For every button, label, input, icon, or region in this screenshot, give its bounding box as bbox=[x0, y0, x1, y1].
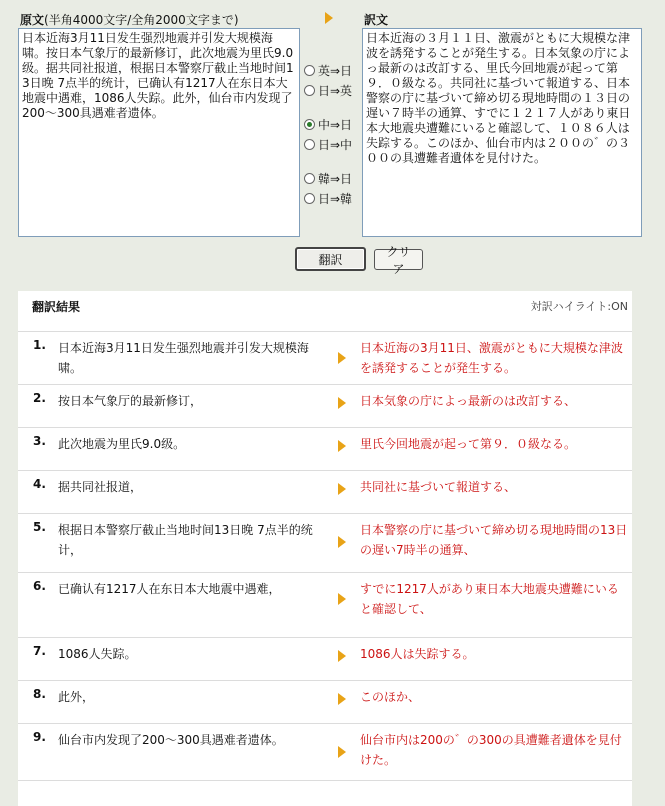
row-number: 6. bbox=[33, 579, 46, 593]
row-source-text[interactable]: 此外， bbox=[58, 690, 95, 704]
row-arrow-icon bbox=[338, 593, 346, 605]
target-label: 訳文 bbox=[364, 13, 389, 27]
row-arrow-icon bbox=[338, 693, 346, 705]
radio-zh-ja-button[interactable] bbox=[304, 119, 315, 130]
radio-ja-en-button[interactable] bbox=[304, 85, 315, 96]
row-arrow-icon bbox=[338, 650, 346, 662]
row-target-text[interactable]: 仙台市内は200の゛の300の具遭難者遺体を見付けた。 bbox=[360, 733, 622, 767]
row-target-text[interactable]: 共同社に基づいて報道する、 bbox=[360, 480, 517, 494]
radio-ja-zh-button[interactable] bbox=[304, 139, 315, 150]
direction-group-ko bbox=[304, 168, 352, 208]
row-number: 2. bbox=[33, 391, 46, 405]
row-number: 7. bbox=[33, 644, 46, 658]
results-header bbox=[18, 291, 632, 332]
radio-ko-ja[interactable] bbox=[304, 168, 352, 188]
result-row-7 bbox=[18, 638, 632, 681]
row-arrow-icon bbox=[338, 397, 346, 409]
result-row-8 bbox=[18, 681, 632, 724]
row-source-text[interactable]: 此次地震为里氏9.0级。 bbox=[58, 437, 186, 451]
radio-ja-zh[interactable] bbox=[304, 134, 352, 154]
row-number: 9. bbox=[33, 730, 46, 744]
source-label-text: 原文 bbox=[20, 13, 45, 27]
result-row-9 bbox=[18, 724, 632, 781]
radio-en-ja[interactable] bbox=[304, 60, 352, 80]
radio-zh-ja[interactable] bbox=[304, 114, 352, 134]
row-source-text[interactable]: 据共同社报道， bbox=[58, 480, 143, 494]
direction-group-zh bbox=[304, 114, 352, 154]
row-source-text[interactable]: 1086人失踪。 bbox=[58, 647, 137, 661]
results-panel bbox=[18, 291, 632, 806]
results-title: 翻訳結果 bbox=[32, 300, 81, 314]
row-arrow-icon bbox=[338, 483, 346, 495]
row-target-text[interactable]: 日本近海の3月11日、激震がともに大規模な津波を誘発することが発生する。 bbox=[360, 341, 623, 375]
row-target-text[interactable]: 日本警察の庁に基づいて締め切る現地時間の13日の遅い7時半の通算、 bbox=[360, 523, 628, 557]
result-row-2 bbox=[18, 385, 632, 428]
source-textarea[interactable] bbox=[18, 28, 300, 237]
radio-ko-ja-button[interactable] bbox=[304, 173, 315, 184]
direction-group-en bbox=[304, 60, 352, 100]
row-target-text[interactable]: このほか、 bbox=[360, 690, 421, 704]
result-row-6 bbox=[18, 573, 632, 638]
row-source-text[interactable]: 日本近海3月11日发生强烈地震并引发大规模海啸。 bbox=[58, 341, 309, 375]
result-row-5 bbox=[18, 514, 632, 573]
row-target-text[interactable]: 1086人は失踪する。 bbox=[360, 647, 475, 661]
radio-ko-ja-label: 韓⇒日 bbox=[318, 171, 353, 186]
clear-button[interactable]: クリア bbox=[374, 249, 423, 270]
radio-ja-zh-label: 日⇒中 bbox=[318, 137, 353, 152]
row-arrow-icon bbox=[338, 440, 346, 452]
radio-ja-ko-button[interactable] bbox=[304, 193, 315, 204]
radio-ja-en-label: 日⇒英 bbox=[318, 83, 353, 98]
result-row-1 bbox=[18, 332, 632, 385]
radio-ja-ko[interactable] bbox=[304, 188, 352, 208]
row-source-text[interactable]: 已确认有1217人在东日本大地震中遇难， bbox=[58, 582, 281, 596]
source-limit-hint: (半角4000文字/全角2000文字まで) bbox=[44, 13, 239, 27]
radio-en-ja-button[interactable] bbox=[304, 65, 315, 76]
row-source-text[interactable]: 根据日本警察厅截止当地时间13日晚 7点半的统计， bbox=[58, 523, 313, 557]
row-target-text[interactable]: 日本気象の庁によっ最新のは改訂する、 bbox=[360, 394, 577, 408]
radio-zh-ja-label: 中⇒日 bbox=[318, 117, 353, 132]
radio-ja-en[interactable] bbox=[304, 80, 352, 100]
result-row-3 bbox=[18, 428, 632, 471]
row-number: 5. bbox=[33, 520, 46, 534]
row-number: 1. bbox=[33, 338, 46, 352]
row-target-text[interactable]: 里氏今回地震が起って第９．０級なる。 bbox=[360, 437, 577, 451]
row-number: 4. bbox=[33, 477, 46, 491]
row-arrow-icon bbox=[338, 536, 346, 548]
highlight-toggle[interactable]: 対訳ハイライト:ON bbox=[530, 300, 628, 313]
row-target-text[interactable]: すでに1217人があり東日本大地震央遭難にいると確認して、 bbox=[360, 582, 619, 616]
target-textarea[interactable]: 日本近海の３月１１日、激震がともに大規模な津波を誘発することが発生する。日本気象の庁によっ最新のは改訂する、里氏今回地震が起って第９．０級なる。共同社に基づいて報道する、日本警察の庁に基づいて締め切る現地時間の１３日の遅い７時半の通算、すでに１２１７人があり東日本大地震央遭難にいると確認して、１０８６人は失踪する。このほか、仙台市内は２００の゛の３００の具遭難者遺体を見付けた。 bbox=[362, 28, 642, 237]
result-row-4 bbox=[18, 471, 632, 514]
row-source-text[interactable]: 按日本气象厅的最新修订， bbox=[58, 394, 203, 408]
source-label bbox=[20, 11, 239, 28]
row-arrow-icon bbox=[338, 352, 346, 364]
row-number: 8. bbox=[33, 687, 46, 701]
radio-en-ja-label: 英⇒日 bbox=[318, 63, 353, 78]
row-arrow-icon bbox=[338, 746, 346, 758]
translate-button[interactable]: 翻訳 bbox=[295, 247, 366, 271]
swap-arrow-icon[interactable] bbox=[325, 12, 333, 24]
row-source-text[interactable]: 仙台市内发现了200～300具遇难者遗体。 bbox=[58, 733, 284, 747]
radio-ja-ko-label: 日⇒韓 bbox=[318, 191, 353, 206]
row-number: 3. bbox=[33, 434, 46, 448]
